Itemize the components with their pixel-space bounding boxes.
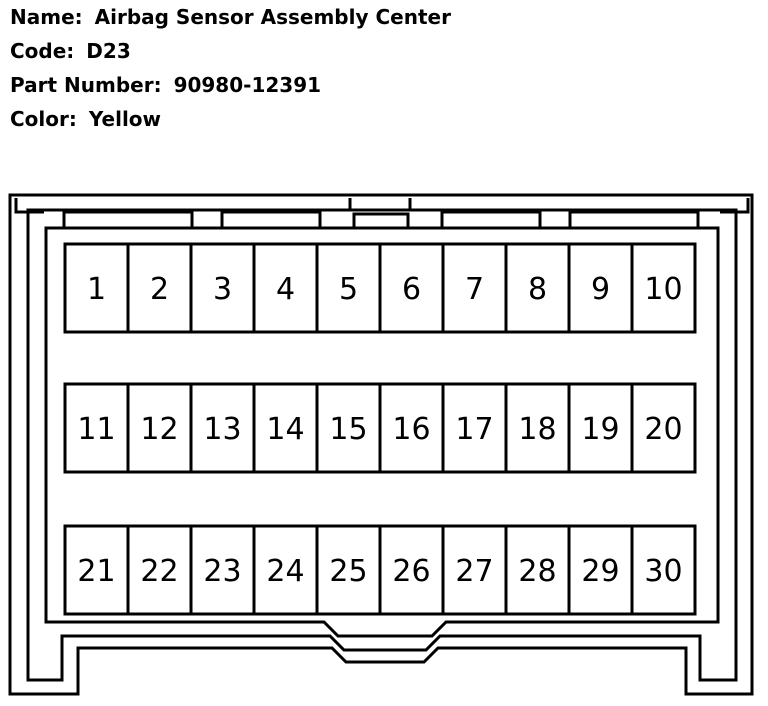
pin-number-label: 9	[590, 272, 611, 307]
locking-tab	[570, 212, 698, 228]
pin-number-label: 15	[329, 412, 368, 447]
name-label: Name:	[10, 5, 83, 29]
code-value: D23	[86, 39, 131, 63]
pin-number-label: 19	[581, 412, 620, 447]
pin-number-label: 23	[203, 554, 242, 589]
pin-number-label: 30	[644, 554, 683, 589]
locking-tab	[442, 212, 540, 228]
locking-tab	[64, 212, 192, 228]
pin-number-label: 22	[140, 554, 179, 589]
name-value: Airbag Sensor Assembly Center	[94, 5, 451, 29]
connector-housing-inner	[28, 210, 736, 680]
pin-number-label: 11	[77, 412, 116, 447]
pin-number-label: 7	[464, 272, 485, 307]
pin-number-label: 14	[266, 412, 305, 447]
pin-number-label: 24	[266, 554, 305, 589]
pin-number-label: 20	[644, 412, 683, 447]
pin-number-label: 13	[203, 412, 242, 447]
pin-number-label: 2	[149, 272, 170, 307]
pin-number-label: 10	[644, 272, 683, 307]
pin-number-label: 21	[77, 554, 116, 589]
pin-number-label: 16	[392, 412, 431, 447]
pin-number-label: 8	[527, 272, 548, 307]
part-number-value: 90980-12391	[173, 73, 322, 97]
pin-number-label: 17	[455, 412, 494, 447]
pin-number-label: 29	[581, 554, 620, 589]
color-label: Color:	[10, 107, 77, 131]
locking-tab	[350, 198, 410, 228]
pin-number-label: 18	[518, 412, 557, 447]
code-label: Code:	[10, 39, 75, 63]
pin-number-label: 1	[86, 272, 107, 307]
part-number-label: Part Number:	[10, 73, 162, 97]
pin-number-label: 12	[140, 412, 179, 447]
pin-number-label: 5	[338, 272, 359, 307]
pin-number-label: 28	[518, 554, 557, 589]
pin-number-label: 4	[275, 272, 296, 307]
pin-number-label: 6	[401, 272, 422, 307]
pin-number-label: 3	[212, 272, 233, 307]
locking-tab	[222, 212, 320, 228]
pin-number-label: 27	[455, 554, 494, 589]
pin-number-label: 26	[392, 554, 431, 589]
pin-number-label: 25	[329, 554, 368, 589]
color-value: Yellow	[88, 107, 162, 131]
